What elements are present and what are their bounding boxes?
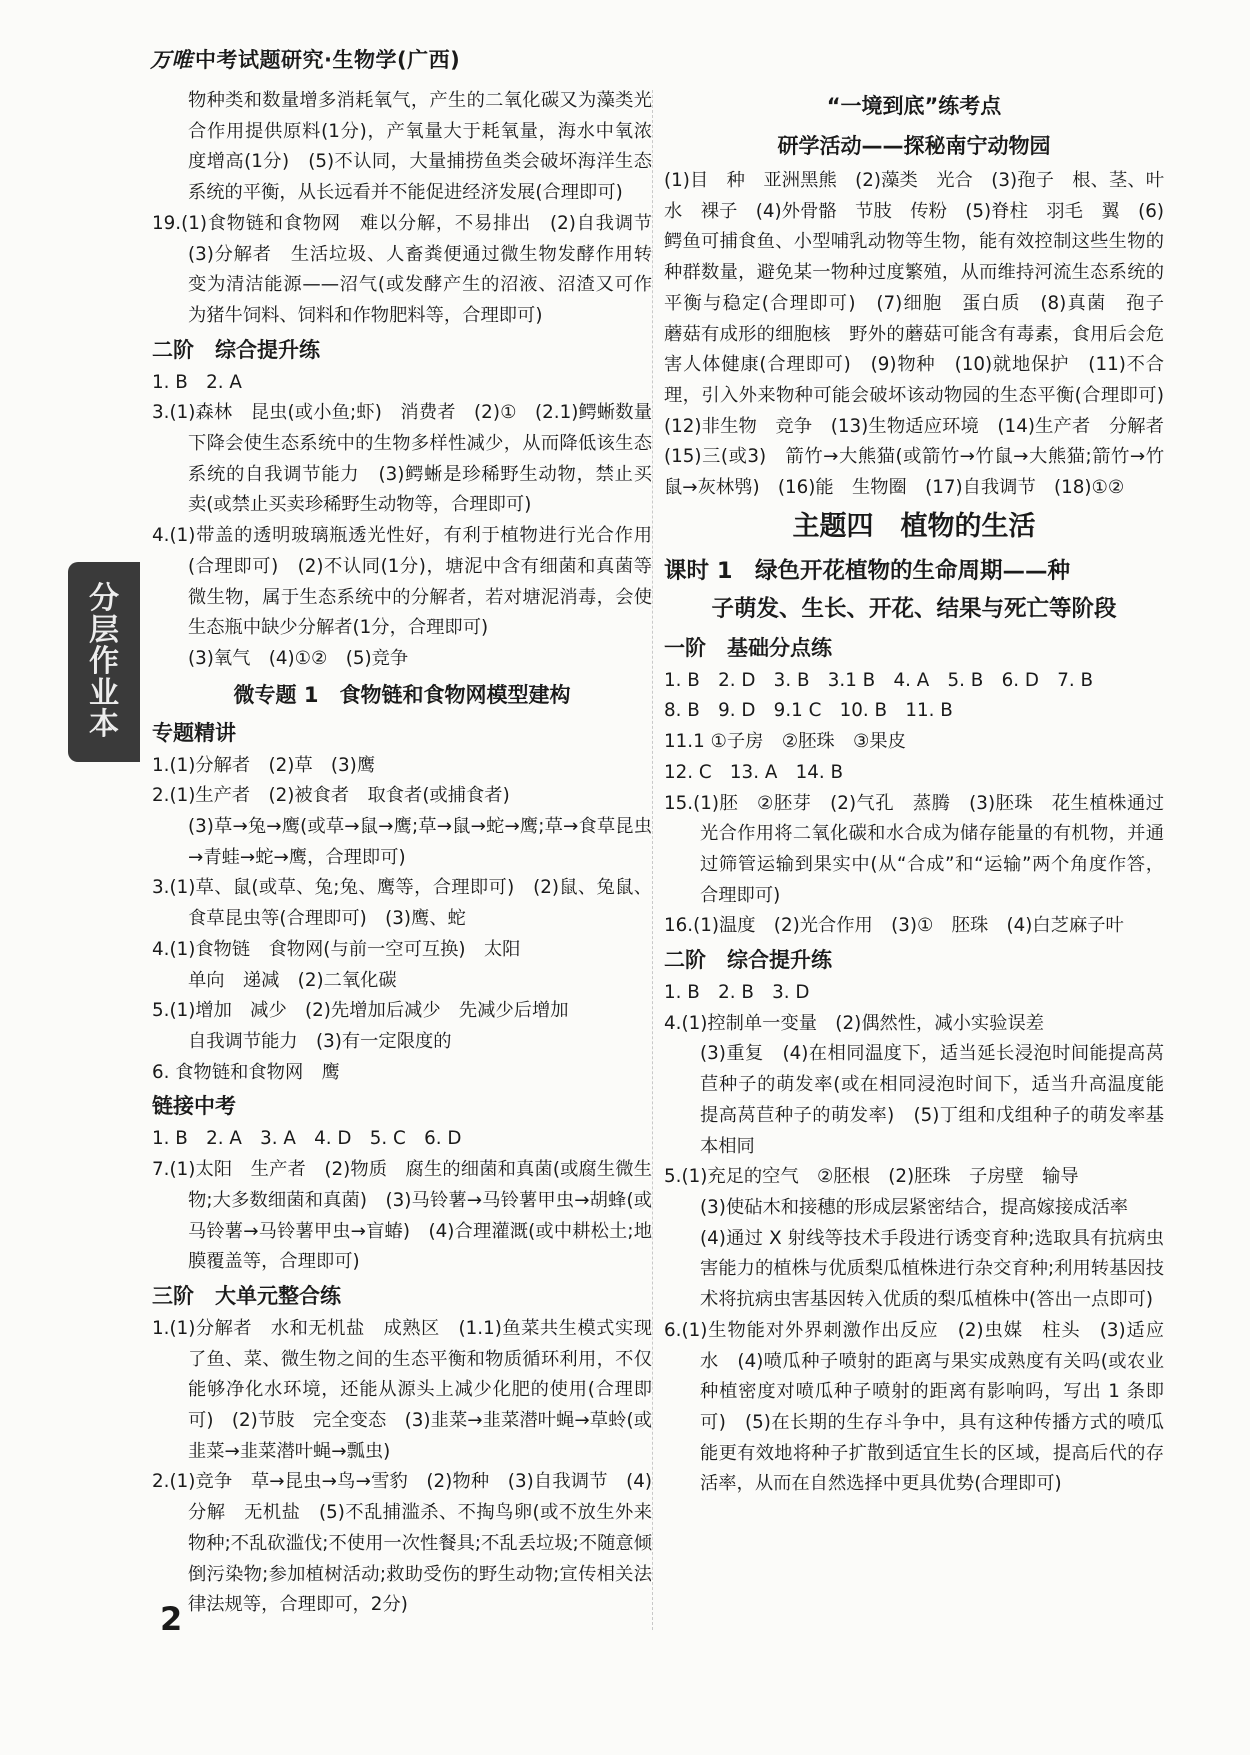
answer-text: 3.(1)森林 昆虫(或小鱼;虾) 消费者 (2)① (2.1)鳄蜥数量下降会使生态系统中的生物多样性减少，从而降低该生态系统的自我调节能力 (3)鳄蜥是珍稀野生动物，禁止买卖(或禁止买卖珍稀野生动物等，合理即可) <box>152 402 652 516</box>
section-title: 二阶 综合提升练 <box>152 337 320 362</box>
answer-text: 2.(1)生产者 (2)被食者 取食者(或捕食者) <box>152 785 510 807</box>
theme-title: 主题四 植物的生活 <box>792 510 1036 542</box>
answer-text: 6.(1)生物能对外界刺激作出反应 (2)虫媒 柱头 (3)适应 水 (4)喷瓜种子喷射的距离与果实成熟度有关吗(或农业种植密度对喷瓜种子喷射的距离有影响吗，写出 1 条即可) (5)在长期的生存斗争中，具有这种传播方式的喷瓜能更有效地将种子扩散到适宜生长的区域，提高后代的存活率，从而在自然选择中更具优势(合理即可) <box>664 1319 1183 1495</box>
section-title: 专题精讲 <box>152 720 236 745</box>
section-title: 三阶 大单元整合练 <box>152 1283 341 1308</box>
answer-text: 15.(1)胚 ②胚芽 (2)气孔 蒸腾 (3)胚珠 花生植株通过光合作用将二氧化碳和水合成为储存能量的有机物，并通过筛管运输到果实中(从“合成”和“运输”两个角度作答，合理即可) <box>664 792 1164 906</box>
side-tab-char: 本 <box>89 707 119 743</box>
answer-text: 自我调节能力 (3)有一定限度的 <box>188 1030 452 1052</box>
answer-text: 1. B 2. A <box>152 371 242 393</box>
side-tab-char: 作 <box>89 644 119 680</box>
answer-text: (4)通过 X 射线等技术手段进行诱变育种;选取具有抗病虫害能力的植株与优质梨瓜植株进行杂交育种;利用转基因技术将抗病虫害基因转入优质的梨瓜植株中(答出一点即可) <box>700 1227 1164 1311</box>
answer-text: 4.(1)控制单一变量 (2)偶然性，减小实验误差 <box>664 1012 1045 1034</box>
page-header <box>150 44 460 76</box>
answer-text: 5.(1)增加 减少 (2)先增加后减少 先减少后增加 <box>152 1000 569 1022</box>
lesson-title: 课时 1 绿色开花植物的生命周期——种 <box>664 557 1070 584</box>
answer-text: 8. B 9. D 9.1 C 10. B 11. B <box>664 700 953 722</box>
section-title: 二阶 综合提升练 <box>664 948 832 973</box>
answer-text: 2.(1)竞争 草→昆虫→鸟→雪豹 (2)物种 (3)自我调节 (4)分解 无机盐 (5)不乱捕滥杀、不掏鸟卵(或不放生外来物种;不乱砍滥伐;不使用一次性餐具;不乱丢垃圾;不随意倾倒污染物;参加植树活动;救助受伤的野生动物;宣传相关法律法规等，合理即可，2分) <box>152 1471 652 1616</box>
answer-text: 19.(1)食物链和食物网 难以分解，不易排出 (2)自我调节 (3)分解者 生活垃圾、人畜粪便通过微生物发酵作用转变为清洁能源——沼气(或发酵产生的沼液、沼渣又可作为猪牛饲料、饲料和作物肥料等，合理即可) <box>152 212 671 326</box>
answer-text: (1)目 种 亚洲黑熊 (2)藻类 光合 (3)孢子 根、茎、叶 水 裸子 (4)外骨骼 节肢 传粉 (5)脊柱 羽毛 翼 (6)鳄鱼可捕食鱼、小型哺乳动物等生物，能有效控制这些生物的种群数量，避免某一物种过度繁殖，从而维持河流生态系统的平衡与稳定(合理即可) (7)细胞 蛋白质 (8)真菌 孢子 蘑菇有成形的细胞核 野外的蘑菇可能含有毒素，食用后会危害人体健康(合理即可) (9)物种 (10)就地保护 (11)不合理，引入外来物种可能会破坏该动物园的生态平衡(合理即可) (12)非生物 竞争 (13)生物适应环境 (14)生产者 分解者 (15)三(或3) 箭竹→大熊猫(或箭竹→竹鼠→大熊猫;箭竹→竹鼠→灰林鸮) (16)能 生物圈 (17)自我调节 (18)①② <box>664 170 1183 499</box>
answer-text: (3)重复 (4)在相同温度下，适当延长浸泡时间能提高莴苣种子的萌发率(或在相同浸泡时间下，适当升高温度能提高莴苣种子的萌发率) (5)丁组和戊组种子的萌发率基本相同 <box>700 1043 1164 1157</box>
topic-title: 研学活动——探秘南宁动物园 <box>777 134 1051 158</box>
answer-text: 1.(1)分解者 水和无机盐 成熟区 (1.1)鱼菜共生模式实现了鱼、菜、微生物之间的生态平衡和物质循环利用，不仅能够净化水环境，还能从源头上减少化肥的使用(合理即可) (2)节肢 完全变态 (3)韭菜→韭菜潜叶蝇→草蛉(或韭菜→韭菜潜叶蝇→瓢虫) <box>152 1317 652 1462</box>
answer-text: 12. C 13. A 14. B <box>664 761 844 783</box>
answer-text: 4.(1)带盖的透明玻璃瓶透光性好，有利于植物进行光合作用(合理即可) (2)不认同(1分)，塘泥中含有细菌和真菌等微生物，属于生态系统中的分解者，若对塘泥消毒，会使生态瓶中缺少分解者(1分，合理即可) <box>152 525 652 639</box>
answer-text: 5.(1)充足的空气 ②胚根 (2)胚珠 子房壁 输导 <box>664 1166 1079 1188</box>
answer-text: 1. B 2. D 3. B 3.1 B 4. A 5. B 6. D 7. B <box>664 669 1093 691</box>
page-number: 2 <box>160 1600 183 1638</box>
lesson-title: 子萌发、生长、开花、结果与死亡等阶段 <box>711 595 1117 622</box>
answer-text: 11.1 ①子房 ②胚珠 ③果皮 <box>664 731 906 753</box>
answer-text: 6. 食物链和食物网 鹰 <box>152 1061 340 1083</box>
topic-title: “一境到底”练考点 <box>826 94 1002 118</box>
answer-text: 物种类和数量增多消耗氧气，产生的二氧化碳又为藻类光合作用提供原料(1分)，产氧量大于耗氧量，海水中氧浓度增高(1分) (5)不认同，大量捕捞鱼类会破坏海洋生态系统的平衡，从长远看并不能促进经济发展(合理即可) <box>188 90 652 204</box>
answer-text: 1. B 2. A 3. A 4. D 5. C 6. D <box>152 1128 462 1150</box>
column-divider <box>652 90 653 1630</box>
side-tab-char: 层 <box>89 612 119 648</box>
answer-text: (3)草→兔→鹰(或草→鼠→鹰;草→鼠→蛇→鹰;草→食草昆虫→青蛙→蛇→鹰，合理即可) <box>188 816 652 868</box>
answer-text: 1.(1)分解者 (2)草 (3)鹰 <box>152 754 376 776</box>
side-tab-char: 业 <box>89 675 119 711</box>
section-title: 一阶 基础分点练 <box>664 635 832 660</box>
answer-text: 7.(1)太阳 生产者 (2)物质 腐生的细菌和真菌(或腐生微生物;大多数细菌和真菌) (3)马铃薯→马铃薯甲虫→胡蜂(或马铃薯→马铃薯甲虫→盲蝽) (4)合理灌溉(或中耕松土;地膜覆盖等，合理即可) <box>152 1159 652 1273</box>
left-column <box>152 86 671 1621</box>
answer-text: 单向 递减 (2)二氧化碳 <box>188 969 397 991</box>
answer-text: (3)氧气 (4)①② (5)竞争 <box>188 647 409 669</box>
header-title: 中考试题研究·生物学(广西) <box>195 48 461 72</box>
answer-text: 3.(1)草、鼠(或草、兔;兔、鹰等，合理即可) (2)鼠、兔鼠、食草昆虫等(合理即可) (3)鹰、蛇 <box>152 877 652 930</box>
topic-title: 微专题 1 食物链和食物网模型建构 <box>233 682 571 707</box>
right-column <box>664 86 1183 1500</box>
answer-text: 16.(1)温度 (2)光合作用 (3)① 胚珠 (4)白芝麻子叶 <box>664 915 1124 937</box>
section-title: 链接中考 <box>152 1094 236 1119</box>
brand-logo: 万唯 <box>150 48 193 72</box>
answer-text: (3)使砧木和接穗的形成层紧密结合，提高嫁接成活率 <box>700 1196 1129 1218</box>
side-tab <box>68 562 140 762</box>
side-tab-char: 分 <box>89 581 119 617</box>
answer-text: 1. B 2. B 3. D <box>664 982 810 1004</box>
answer-text: 4.(1)食物链 食物网(与前一空可互换) 太阳 <box>152 938 521 960</box>
